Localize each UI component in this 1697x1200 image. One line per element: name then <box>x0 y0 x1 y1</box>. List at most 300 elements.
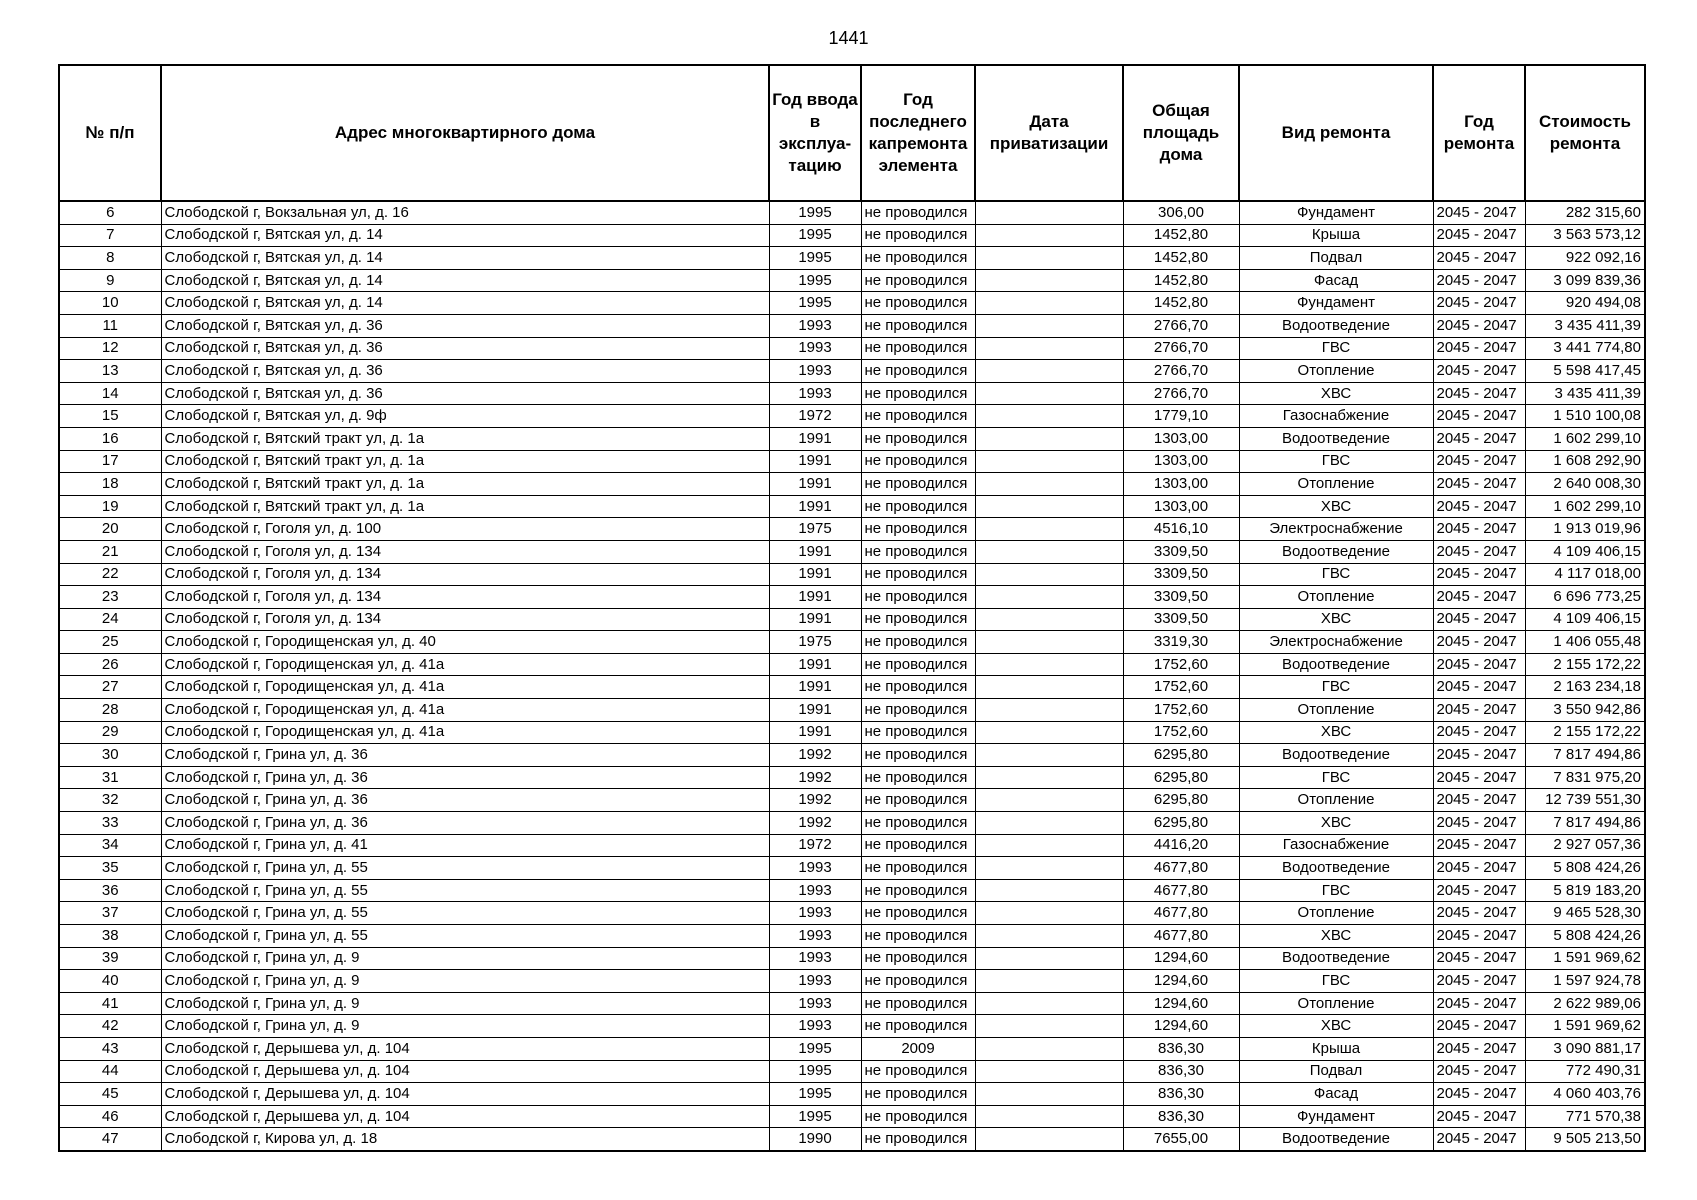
cell-repair-cost: 3 099 839,36 <box>1525 269 1645 292</box>
cell-repair-cost: 3 090 881,17 <box>1525 1037 1645 1060</box>
cell-number: 7 <box>59 224 161 247</box>
cell-privatization-date <box>975 879 1123 902</box>
cell-repair-type: Водоотведение <box>1239 653 1433 676</box>
cell-address: Слободской г, Грина ул, д. 36 <box>161 744 769 767</box>
cell-repair-type: Отопление <box>1239 473 1433 496</box>
cell-address: Слободской г, Вятский тракт ул, д. 1а <box>161 495 769 518</box>
column-header-repair-year: Год ремонта <box>1433 65 1525 201</box>
cell-number: 25 <box>59 631 161 654</box>
cell-commissioning-year: 1972 <box>769 834 861 857</box>
cell-repair-year: 2045 - 2047 <box>1433 834 1525 857</box>
cell-total-area: 7655,00 <box>1123 1128 1239 1151</box>
cell-repair-cost: 1 913 019,96 <box>1525 518 1645 541</box>
cell-number: 8 <box>59 247 161 270</box>
cell-repair-type: Электроснабжение <box>1239 631 1433 654</box>
cell-repair-cost: 2 927 057,36 <box>1525 834 1645 857</box>
cell-repair-type: Фундамент <box>1239 1105 1433 1128</box>
cell-address: Слободской г, Грина ул, д. 55 <box>161 857 769 880</box>
cell-repair-type: Фундамент <box>1239 201 1433 224</box>
cell-last-repair-year: не проводился <box>861 292 975 315</box>
cell-last-repair-year: не проводился <box>861 721 975 744</box>
cell-repair-cost: 772 490,31 <box>1525 1060 1645 1083</box>
cell-total-area: 1294,60 <box>1123 1015 1239 1038</box>
cell-repair-type: ХВС <box>1239 1015 1433 1038</box>
cell-last-repair-year: не проводился <box>861 518 975 541</box>
cell-privatization-date <box>975 902 1123 925</box>
table-row <box>59 292 1645 315</box>
cell-repair-cost: 920 494,08 <box>1525 292 1645 315</box>
cell-privatization-date <box>975 337 1123 360</box>
cell-privatization-date <box>975 676 1123 699</box>
table-row <box>59 586 1645 609</box>
cell-repair-year: 2045 - 2047 <box>1433 224 1525 247</box>
cell-commissioning-year: 1991 <box>769 608 861 631</box>
cell-total-area: 6295,80 <box>1123 744 1239 767</box>
cell-total-area: 4677,80 <box>1123 902 1239 925</box>
cell-last-repair-year: не проводился <box>861 834 975 857</box>
cell-repair-year: 2045 - 2047 <box>1433 563 1525 586</box>
cell-repair-cost: 3 550 942,86 <box>1525 699 1645 722</box>
cell-address: Слободской г, Дерышева ул, д. 104 <box>161 1083 769 1106</box>
cell-repair-cost: 5 819 183,20 <box>1525 879 1645 902</box>
table-row <box>59 337 1645 360</box>
table-row <box>59 1060 1645 1083</box>
cell-address: Слободской г, Грина ул, д. 36 <box>161 766 769 789</box>
column-header-repair-type: Вид ремонта <box>1239 65 1433 201</box>
cell-privatization-date <box>975 292 1123 315</box>
cell-total-area: 3309,50 <box>1123 563 1239 586</box>
cell-repair-year: 2045 - 2047 <box>1433 450 1525 473</box>
cell-number: 36 <box>59 879 161 902</box>
cell-number: 41 <box>59 992 161 1015</box>
cell-repair-cost: 2 640 008,30 <box>1525 473 1645 496</box>
column-header-repair-cost: Стоимость ремонта <box>1525 65 1645 201</box>
table-row <box>59 1128 1645 1151</box>
cell-repair-cost: 2 155 172,22 <box>1525 721 1645 744</box>
cell-repair-type: ГВС <box>1239 970 1433 993</box>
cell-number: 43 <box>59 1037 161 1060</box>
cell-privatization-date <box>975 405 1123 428</box>
cell-number: 18 <box>59 473 161 496</box>
cell-total-area: 1294,60 <box>1123 992 1239 1015</box>
cell-privatization-date <box>975 586 1123 609</box>
cell-repair-type: ХВС <box>1239 721 1433 744</box>
cell-repair-year: 2045 - 2047 <box>1433 631 1525 654</box>
cell-repair-cost: 3 435 411,39 <box>1525 314 1645 337</box>
cell-last-repair-year: не проводился <box>861 540 975 563</box>
cell-repair-cost: 3 563 573,12 <box>1525 224 1645 247</box>
cell-repair-year: 2045 - 2047 <box>1433 495 1525 518</box>
cell-last-repair-year: не проводился <box>861 495 975 518</box>
cell-number: 23 <box>59 586 161 609</box>
cell-privatization-date <box>975 834 1123 857</box>
table-row <box>59 540 1645 563</box>
page-number: 1441 <box>828 28 869 48</box>
cell-address: Слободской г, Вятская ул, д. 14 <box>161 269 769 292</box>
cell-repair-year: 2045 - 2047 <box>1433 1060 1525 1083</box>
cell-commissioning-year: 1995 <box>769 1037 861 1060</box>
cell-number: 40 <box>59 970 161 993</box>
cell-commissioning-year: 1992 <box>769 812 861 835</box>
cell-total-area: 1452,80 <box>1123 247 1239 270</box>
cell-privatization-date <box>975 608 1123 631</box>
cell-number: 38 <box>59 925 161 948</box>
cell-privatization-date <box>975 653 1123 676</box>
cell-repair-type: ГВС <box>1239 766 1433 789</box>
cell-repair-year: 2045 - 2047 <box>1433 812 1525 835</box>
cell-address: Слободской г, Вятская ул, д. 9ф <box>161 405 769 428</box>
cell-number: 34 <box>59 834 161 857</box>
cell-address: Слободской г, Городищенская ул, д. 40 <box>161 631 769 654</box>
cell-repair-year: 2045 - 2047 <box>1433 314 1525 337</box>
cell-last-repair-year: не проводился <box>861 992 975 1015</box>
cell-repair-cost: 1 510 100,08 <box>1525 405 1645 428</box>
cell-repair-cost: 12 739 551,30 <box>1525 789 1645 812</box>
cell-privatization-date <box>975 1105 1123 1128</box>
cell-total-area: 2766,70 <box>1123 314 1239 337</box>
cell-privatization-date <box>975 495 1123 518</box>
table-row <box>59 1015 1645 1038</box>
cell-privatization-date <box>975 721 1123 744</box>
cell-address: Слободской г, Вятская ул, д. 36 <box>161 360 769 383</box>
cell-address: Слободской г, Грина ул, д. 9 <box>161 1015 769 1038</box>
cell-address: Слободской г, Грина ул, д. 36 <box>161 812 769 835</box>
cell-repair-cost: 771 570,38 <box>1525 1105 1645 1128</box>
cell-address: Слободской г, Вятский тракт ул, д. 1а <box>161 450 769 473</box>
cell-commissioning-year: 1991 <box>769 653 861 676</box>
cell-last-repair-year: не проводился <box>861 247 975 270</box>
cell-number: 39 <box>59 947 161 970</box>
cell-commissioning-year: 1991 <box>769 427 861 450</box>
cell-number: 17 <box>59 450 161 473</box>
cell-repair-year: 2045 - 2047 <box>1433 292 1525 315</box>
cell-address: Слободской г, Кирова ул, д. 18 <box>161 1128 769 1151</box>
column-header-total-area: Общая площадь дома <box>1123 65 1239 201</box>
cell-repair-type: Газоснабжение <box>1239 834 1433 857</box>
table-row <box>59 744 1645 767</box>
cell-number: 15 <box>59 405 161 428</box>
cell-commissioning-year: 1991 <box>769 495 861 518</box>
table-row <box>59 269 1645 292</box>
cell-last-repair-year: не проводился <box>861 337 975 360</box>
cell-privatization-date <box>975 563 1123 586</box>
cell-last-repair-year: не проводился <box>861 269 975 292</box>
cell-repair-year: 2045 - 2047 <box>1433 540 1525 563</box>
cell-total-area: 1752,60 <box>1123 653 1239 676</box>
cell-address: Слободской г, Гоголя ул, д. 134 <box>161 586 769 609</box>
cell-address: Слободской г, Грина ул, д. 9 <box>161 970 769 993</box>
cell-repair-year: 2045 - 2047 <box>1433 1105 1525 1128</box>
cell-repair-type: Водоотведение <box>1239 857 1433 880</box>
cell-commissioning-year: 1995 <box>769 1060 861 1083</box>
cell-repair-type: Водоотведение <box>1239 947 1433 970</box>
cell-repair-year: 2045 - 2047 <box>1433 992 1525 1015</box>
cell-repair-year: 2045 - 2047 <box>1433 970 1525 993</box>
cell-repair-cost: 4 117 018,00 <box>1525 563 1645 586</box>
cell-number: 45 <box>59 1083 161 1106</box>
table-row <box>59 766 1645 789</box>
column-header-commissioning-year: Год ввода в эксплуа-тацию <box>769 65 861 201</box>
cell-repair-year: 2045 - 2047 <box>1433 1128 1525 1151</box>
cell-last-repair-year: не проводился <box>861 224 975 247</box>
cell-total-area: 1303,00 <box>1123 427 1239 450</box>
cell-number: 46 <box>59 1105 161 1128</box>
cell-repair-type: Отопление <box>1239 992 1433 1015</box>
cell-repair-type: ХВС <box>1239 495 1433 518</box>
table-row <box>59 1083 1645 1106</box>
cell-repair-type: Водоотведение <box>1239 314 1433 337</box>
cell-last-repair-year: не проводился <box>861 857 975 880</box>
cell-commissioning-year: 1991 <box>769 473 861 496</box>
cell-last-repair-year: не проводился <box>861 925 975 948</box>
cell-number: 20 <box>59 518 161 541</box>
cell-total-area: 6295,80 <box>1123 812 1239 835</box>
cell-number: 11 <box>59 314 161 337</box>
cell-last-repair-year: не проводился <box>861 902 975 925</box>
cell-total-area: 4677,80 <box>1123 857 1239 880</box>
cell-total-area: 3309,50 <box>1123 608 1239 631</box>
cell-repair-cost: 9 505 213,50 <box>1525 1128 1645 1151</box>
cell-repair-type: Подвал <box>1239 247 1433 270</box>
cell-total-area: 1294,60 <box>1123 970 1239 993</box>
cell-repair-type: Фундамент <box>1239 292 1433 315</box>
cell-commissioning-year: 1991 <box>769 450 861 473</box>
table-row <box>59 247 1645 270</box>
cell-last-repair-year: не проводился <box>861 653 975 676</box>
cell-number: 22 <box>59 563 161 586</box>
cell-last-repair-year: не проводился <box>861 676 975 699</box>
cell-repair-year: 2045 - 2047 <box>1433 925 1525 948</box>
table-row <box>59 224 1645 247</box>
cell-commissioning-year: 1995 <box>769 1083 861 1106</box>
cell-repair-cost: 3 441 774,80 <box>1525 337 1645 360</box>
cell-commissioning-year: 1993 <box>769 857 861 880</box>
cell-total-area: 836,30 <box>1123 1060 1239 1083</box>
cell-number: 26 <box>59 653 161 676</box>
cell-repair-year: 2045 - 2047 <box>1433 699 1525 722</box>
cell-repair-cost: 2 163 234,18 <box>1525 676 1645 699</box>
cell-total-area: 1779,10 <box>1123 405 1239 428</box>
cell-commissioning-year: 1993 <box>769 902 861 925</box>
cell-commissioning-year: 1995 <box>769 292 861 315</box>
cell-commissioning-year: 1995 <box>769 201 861 224</box>
cell-repair-cost: 1 602 299,10 <box>1525 427 1645 450</box>
cell-repair-cost: 7 831 975,20 <box>1525 766 1645 789</box>
table-row <box>59 382 1645 405</box>
cell-number: 9 <box>59 269 161 292</box>
cell-address: Слободской г, Грина ул, д. 9 <box>161 947 769 970</box>
cell-last-repair-year: не проводился <box>861 405 975 428</box>
cell-total-area: 4677,80 <box>1123 879 1239 902</box>
cell-repair-year: 2045 - 2047 <box>1433 1015 1525 1038</box>
cell-last-repair-year: не проводился <box>861 450 975 473</box>
cell-number: 28 <box>59 699 161 722</box>
cell-total-area: 2766,70 <box>1123 382 1239 405</box>
cell-commissioning-year: 1990 <box>769 1128 861 1151</box>
cell-last-repair-year: не проводился <box>861 631 975 654</box>
cell-total-area: 2766,70 <box>1123 360 1239 383</box>
cell-commissioning-year: 1995 <box>769 269 861 292</box>
cell-commissioning-year: 1975 <box>769 518 861 541</box>
cell-total-area: 6295,80 <box>1123 789 1239 812</box>
cell-repair-type: Газоснабжение <box>1239 405 1433 428</box>
table-row <box>59 518 1645 541</box>
cell-number: 30 <box>59 744 161 767</box>
cell-repair-year: 2045 - 2047 <box>1433 427 1525 450</box>
cell-number: 19 <box>59 495 161 518</box>
cell-commissioning-year: 1991 <box>769 586 861 609</box>
cell-address: Слободской г, Вятский тракт ул, д. 1а <box>161 473 769 496</box>
cell-repair-cost: 1 608 292,90 <box>1525 450 1645 473</box>
cell-total-area: 1452,80 <box>1123 224 1239 247</box>
cell-repair-type: ГВС <box>1239 450 1433 473</box>
cell-commissioning-year: 1992 <box>769 766 861 789</box>
table-row <box>59 834 1645 857</box>
cell-total-area: 836,30 <box>1123 1037 1239 1060</box>
cell-number: 35 <box>59 857 161 880</box>
cell-privatization-date <box>975 631 1123 654</box>
cell-number: 32 <box>59 789 161 812</box>
cell-privatization-date <box>975 857 1123 880</box>
table-row <box>59 653 1645 676</box>
cell-repair-type: ХВС <box>1239 382 1433 405</box>
table-row <box>59 427 1645 450</box>
cell-privatization-date <box>975 1060 1123 1083</box>
cell-repair-cost: 4 109 406,15 <box>1525 540 1645 563</box>
cell-privatization-date <box>975 201 1123 224</box>
cell-total-area: 1752,60 <box>1123 721 1239 744</box>
cell-repair-type: ГВС <box>1239 563 1433 586</box>
cell-address: Слободской г, Вятская ул, д. 36 <box>161 337 769 360</box>
cell-privatization-date <box>975 360 1123 383</box>
cell-last-repair-year: 2009 <box>861 1037 975 1060</box>
table-row <box>59 676 1645 699</box>
cell-repair-type: ГВС <box>1239 879 1433 902</box>
cell-total-area: 4516,10 <box>1123 518 1239 541</box>
cell-address: Слободской г, Грина ул, д. 41 <box>161 834 769 857</box>
column-header-privatization-date: Дата приватизации <box>975 65 1123 201</box>
table-row <box>59 721 1645 744</box>
cell-address: Слободской г, Гоголя ул, д. 100 <box>161 518 769 541</box>
cell-repair-cost: 2 155 172,22 <box>1525 653 1645 676</box>
table-row <box>59 405 1645 428</box>
header-row <box>59 65 1645 201</box>
cell-privatization-date <box>975 473 1123 496</box>
table-row <box>59 450 1645 473</box>
cell-commissioning-year: 1993 <box>769 382 861 405</box>
cell-address: Слободской г, Грина ул, д. 9 <box>161 992 769 1015</box>
cell-privatization-date <box>975 382 1123 405</box>
table-body <box>59 201 1645 1151</box>
cell-repair-type: ХВС <box>1239 812 1433 835</box>
cell-repair-year: 2045 - 2047 <box>1433 721 1525 744</box>
cell-last-repair-year: не проводился <box>861 812 975 835</box>
cell-commissioning-year: 1991 <box>769 540 861 563</box>
table-row <box>59 631 1645 654</box>
cell-repair-type: Отопление <box>1239 902 1433 925</box>
cell-number: 10 <box>59 292 161 315</box>
cell-address: Слободской г, Вятская ул, д. 36 <box>161 382 769 405</box>
cell-number: 6 <box>59 201 161 224</box>
cell-repair-type: Водоотведение <box>1239 427 1433 450</box>
cell-privatization-date <box>975 699 1123 722</box>
cell-address: Слободской г, Грина ул, д. 55 <box>161 925 769 948</box>
cell-privatization-date <box>975 224 1123 247</box>
cell-total-area: 1752,60 <box>1123 699 1239 722</box>
cell-repair-type: Отопление <box>1239 586 1433 609</box>
cell-last-repair-year: не проводился <box>861 427 975 450</box>
cell-privatization-date <box>975 992 1123 1015</box>
cell-repair-type: Фасад <box>1239 1083 1433 1106</box>
cell-last-repair-year: не проводился <box>861 563 975 586</box>
cell-total-area: 3309,50 <box>1123 540 1239 563</box>
cell-repair-type: Водоотведение <box>1239 744 1433 767</box>
table-row <box>59 360 1645 383</box>
cell-repair-cost: 1 406 055,48 <box>1525 631 1645 654</box>
cell-total-area: 1752,60 <box>1123 676 1239 699</box>
cell-number: 13 <box>59 360 161 383</box>
cell-last-repair-year: не проводился <box>861 879 975 902</box>
cell-repair-year: 2045 - 2047 <box>1433 789 1525 812</box>
cell-repair-type: Крыша <box>1239 224 1433 247</box>
cell-address: Слободской г, Городищенская ул, д. 41а <box>161 676 769 699</box>
cell-privatization-date <box>975 1015 1123 1038</box>
cell-repair-type: Отопление <box>1239 360 1433 383</box>
cell-last-repair-year: не проводился <box>861 699 975 722</box>
cell-repair-year: 2045 - 2047 <box>1433 586 1525 609</box>
cell-last-repair-year: не проводился <box>861 382 975 405</box>
table-row <box>59 314 1645 337</box>
cell-address: Слободской г, Гоголя ул, д. 134 <box>161 563 769 586</box>
cell-number: 27 <box>59 676 161 699</box>
cell-repair-cost: 2 622 989,06 <box>1525 992 1645 1015</box>
cell-last-repair-year: не проводился <box>861 314 975 337</box>
table-row <box>59 563 1645 586</box>
table-row <box>59 970 1645 993</box>
cell-repair-type: ГВС <box>1239 676 1433 699</box>
cell-address: Слободской г, Вятская ул, д. 36 <box>161 314 769 337</box>
cell-total-area: 3319,30 <box>1123 631 1239 654</box>
cell-last-repair-year: не проводился <box>861 201 975 224</box>
table-row <box>59 947 1645 970</box>
cell-repair-type: Отопление <box>1239 789 1433 812</box>
cell-total-area: 4416,20 <box>1123 834 1239 857</box>
cell-last-repair-year: не проводился <box>861 1105 975 1128</box>
cell-repair-type: Водоотведение <box>1239 1128 1433 1151</box>
cell-repair-year: 2045 - 2047 <box>1433 405 1525 428</box>
cell-repair-cost: 3 435 411,39 <box>1525 382 1645 405</box>
cell-privatization-date <box>975 812 1123 835</box>
cell-number: 24 <box>59 608 161 631</box>
cell-repair-cost: 4 109 406,15 <box>1525 608 1645 631</box>
column-header-number: № п/п <box>59 65 161 201</box>
cell-privatization-date <box>975 947 1123 970</box>
cell-total-area: 6295,80 <box>1123 766 1239 789</box>
cell-repair-type: Крыша <box>1239 1037 1433 1060</box>
cell-repair-cost: 7 817 494,86 <box>1525 812 1645 835</box>
cell-privatization-date <box>975 1128 1123 1151</box>
cell-commissioning-year: 1993 <box>769 925 861 948</box>
cell-repair-year: 2045 - 2047 <box>1433 1037 1525 1060</box>
cell-address: Слободской г, Вятская ул, д. 14 <box>161 247 769 270</box>
cell-repair-year: 2045 - 2047 <box>1433 879 1525 902</box>
cell-repair-year: 2045 - 2047 <box>1433 766 1525 789</box>
table-row <box>59 201 1645 224</box>
cell-repair-year: 2045 - 2047 <box>1433 902 1525 925</box>
table-row <box>59 608 1645 631</box>
table-row <box>59 812 1645 835</box>
cell-address: Слободской г, Вятская ул, д. 14 <box>161 292 769 315</box>
